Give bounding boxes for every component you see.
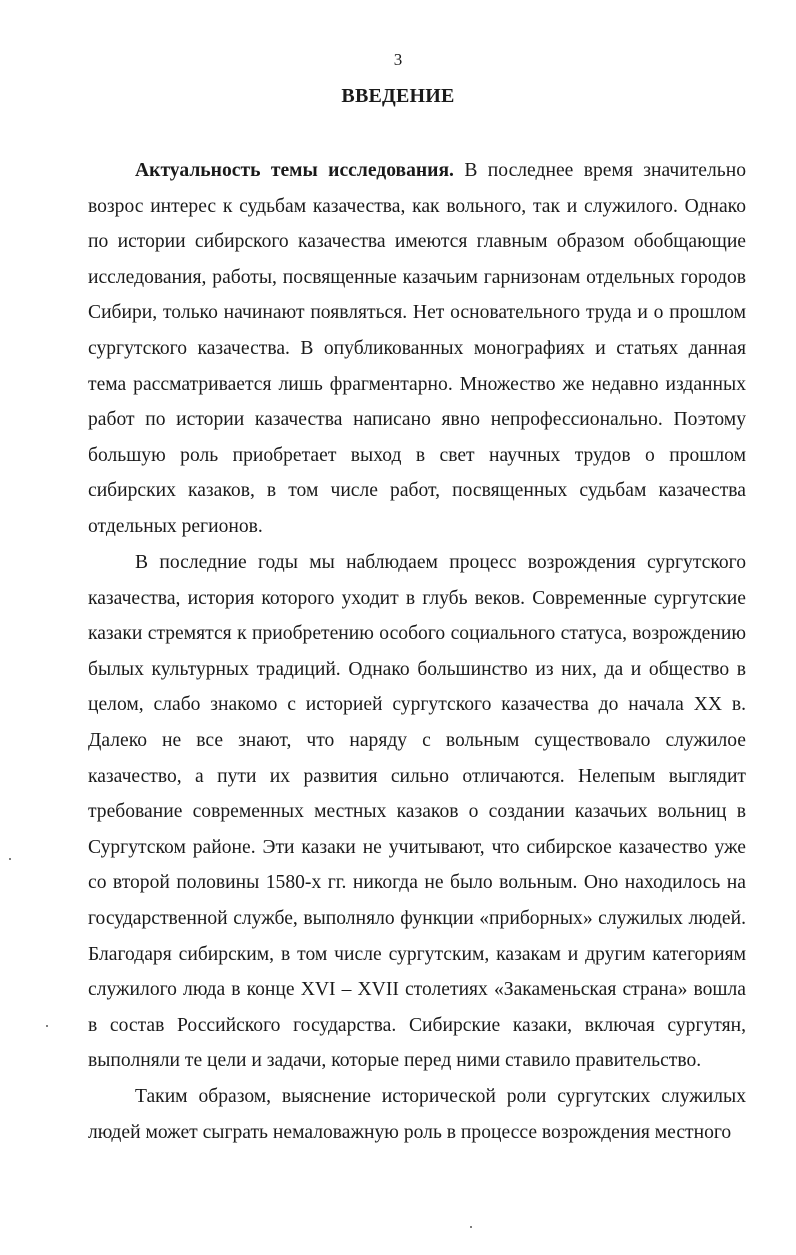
body-text	[88, 153, 746, 1151]
section-heading: ВВЕДЕНИЕ	[341, 85, 455, 107]
paragraph-conclusion	[88, 1079, 746, 1150]
scan-speck	[9, 858, 11, 860]
paragraph-lead: Актуальность темы исследования.	[135, 160, 454, 181]
paragraph-text: В последние годы мы наблюдаем процесс возрождения сургутского казачества, история которого уходит в глубь веков. Современные сургутские казаки стремятся к приобретению особого социального статуса, возрождению былых культурных традиций. Однако большинство из них, да и общество в целом, слабо знакомо с историей сургутского казачества до начала XX в. Далеко не все знают, что наряду с вольным существовало служилое казачество, а пути их развития сильно отличаются. Нелепым выглядит требование современных местных казаков о создании казачьих вольниц в Сургутском районе. Эти казаки не учитывают, что сибирское казачество уже со второй половины 1580-х гг. никогда не было вольным. Оно находилось на государственной службе, выполняло функции «приборных» служилых людей. Благодаря сибирским, в том числе сургутским, казакам и другим категориям служилого люда в конце XVI – XVII столетиях «Закаменьская страна» вошла в состав Российского государства. Сибирские казаки, включая сургутян, выполняли те цели и задачи, которые перед ними ставило правительство.	[88, 552, 746, 1072]
scan-speck	[470, 1226, 472, 1228]
scan-speck	[46, 1025, 48, 1027]
paragraph-text: Таким образом, выяснение исторической роли сургутских служилых людей может сыграть немаловажную роль в процессе возрождения местного	[88, 1086, 746, 1144]
page-number: 3	[393, 50, 403, 69]
paragraph-revival	[88, 545, 746, 1079]
paragraph-text: В последнее время значительно возрос интерес к судьбам казачества, как вольного, так и служилого. Однако по истории сибирского казачества имеются главным образом обобщающие исследования, работы, посвященные казачьим гарнизонам отдельных городов Сибири, только начинают появляться. Нет основательного труда и о прошлом сургутского казачества. В опубликованных монографиях и статьях данная тема рассматривается лишь фрагментарно. Множество же недавно изданных работ по истории казачества написано явно непрофессионально. Поэтому большую роль приобретает выход в свет научных трудов о прошлом сибирских казаков, в том числе работ, посвященных судьбам казачества отдельных регионов.	[88, 160, 746, 537]
paragraph-relevance	[88, 153, 746, 545]
